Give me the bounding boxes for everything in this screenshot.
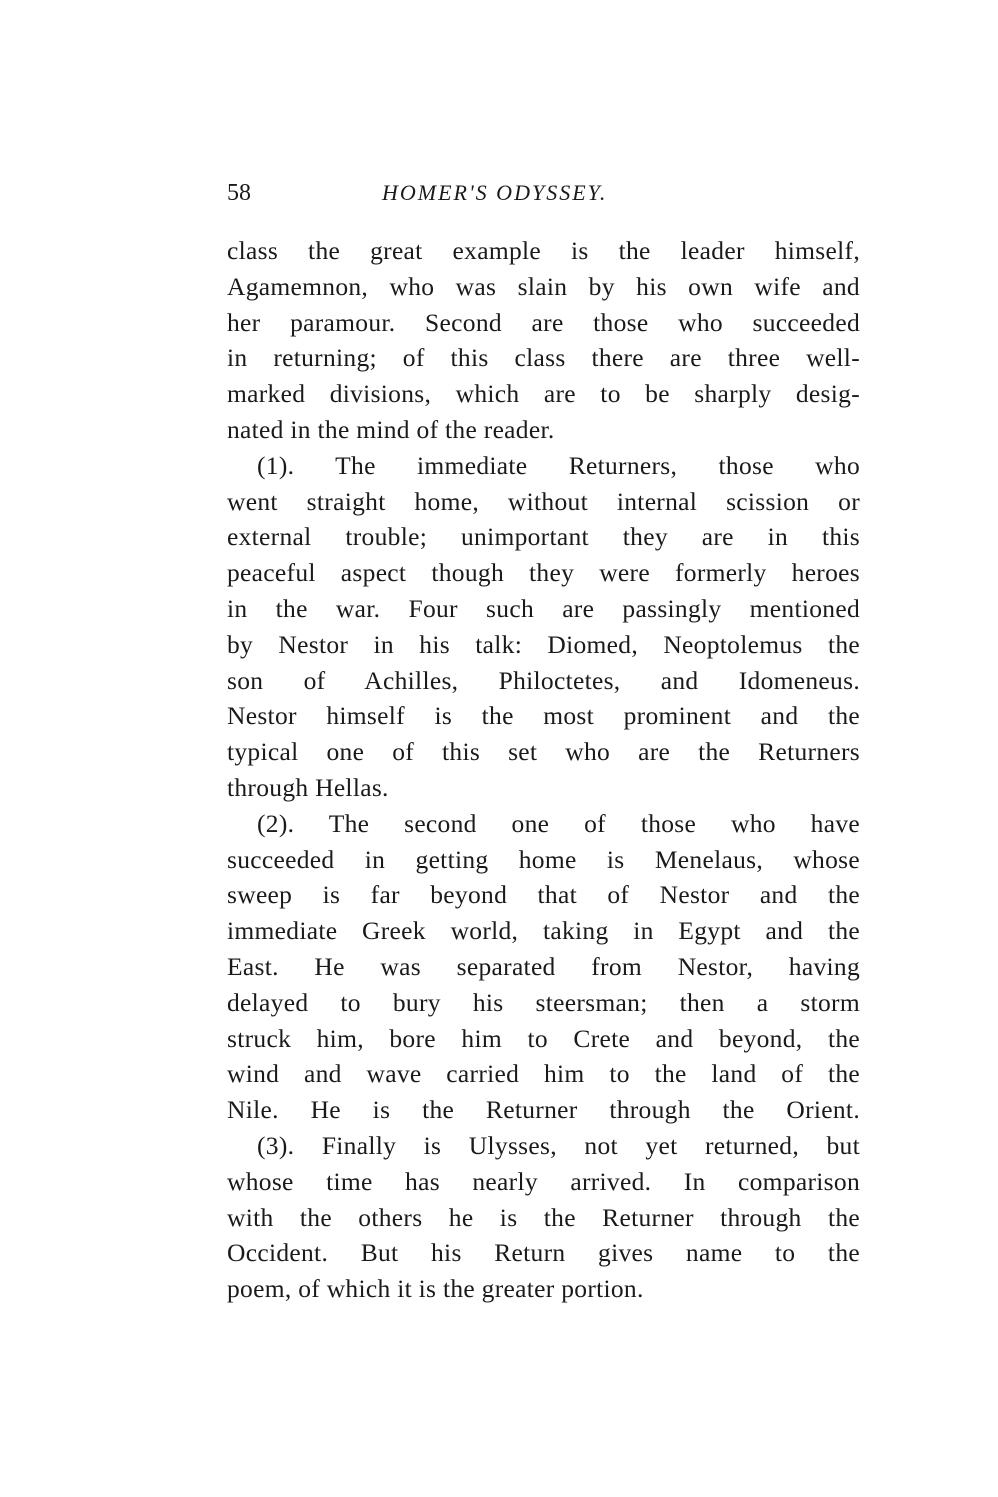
text-line: Occident. But his Return gives name to the: [227, 1238, 860, 1268]
text-line: (2). The second one of those who have: [257, 808, 860, 838]
text-line: class the great example is the leader himself,: [227, 236, 860, 265]
text-line: Nile. He is the Returner through the Orient.: [227, 1095, 860, 1125]
paragraph: [227, 806, 860, 1128]
text-line: nated in the mind of the reader.: [227, 414, 555, 444]
paragraph: [227, 1128, 860, 1307]
text-line: went straight home, without internal scission or: [227, 486, 860, 516]
text-line: through Hellas.: [227, 772, 389, 802]
text-line: marked divisions, which are to be sharply desig-: [227, 379, 860, 409]
page-header: [227, 176, 860, 210]
text-line: whose time has nearly arrived. In comparison: [227, 1166, 860, 1196]
text-line: poem, of which it is the greater portion.: [227, 1274, 644, 1304]
text-line: peaceful aspect though they were formerly heroes: [227, 558, 860, 588]
text-line: succeeded in getting home is Menelaus, whose: [227, 844, 860, 874]
paragraph: [227, 448, 860, 806]
text-line: sweep is far beyond that of Nestor and the: [227, 880, 860, 910]
text-line: external trouble; unimportant they are in this: [227, 522, 860, 552]
text-line: son of Achilles, Philoctetes, and Idomeneus.: [227, 665, 860, 695]
running-title: HOMER'S ODYSSEY.: [382, 180, 608, 205]
text-line: immediate Greek world, taking in Egypt and the: [227, 916, 860, 946]
text-line: her paramour. Second are those who succeeded: [227, 307, 860, 337]
body-text: [227, 233, 860, 1307]
text-line: East. He was separated from Nestor, having: [227, 951, 860, 981]
text-line: in returning; of this class there are three well-: [227, 343, 860, 373]
text-line: delayed to bury his steersman; then a storm: [227, 987, 860, 1017]
text-line: (3). Finally is Ulysses, not yet returned, but: [257, 1130, 860, 1160]
text-line: in the war. Four such are passingly mentioned: [227, 593, 860, 623]
text-line: wind and wave carried him to the land of the: [227, 1059, 860, 1089]
text-line: typical one of this set who are the Returners: [227, 737, 860, 767]
text-line: with the others he is the Returner through the: [227, 1202, 860, 1232]
text-line: struck him, bore him to Crete and beyond, the: [227, 1023, 860, 1053]
page-number: 58: [227, 180, 251, 206]
text-line: Agamemnon, who was slain by his own wife and: [227, 271, 860, 301]
text-line: Nestor himself is the most prominent and the: [227, 701, 860, 731]
text-line: by Nestor in his talk: Diomed, Neoptolemus the: [227, 629, 860, 659]
text-line: (1). The immediate Returners, those who: [257, 450, 860, 480]
paragraph: [227, 233, 860, 448]
